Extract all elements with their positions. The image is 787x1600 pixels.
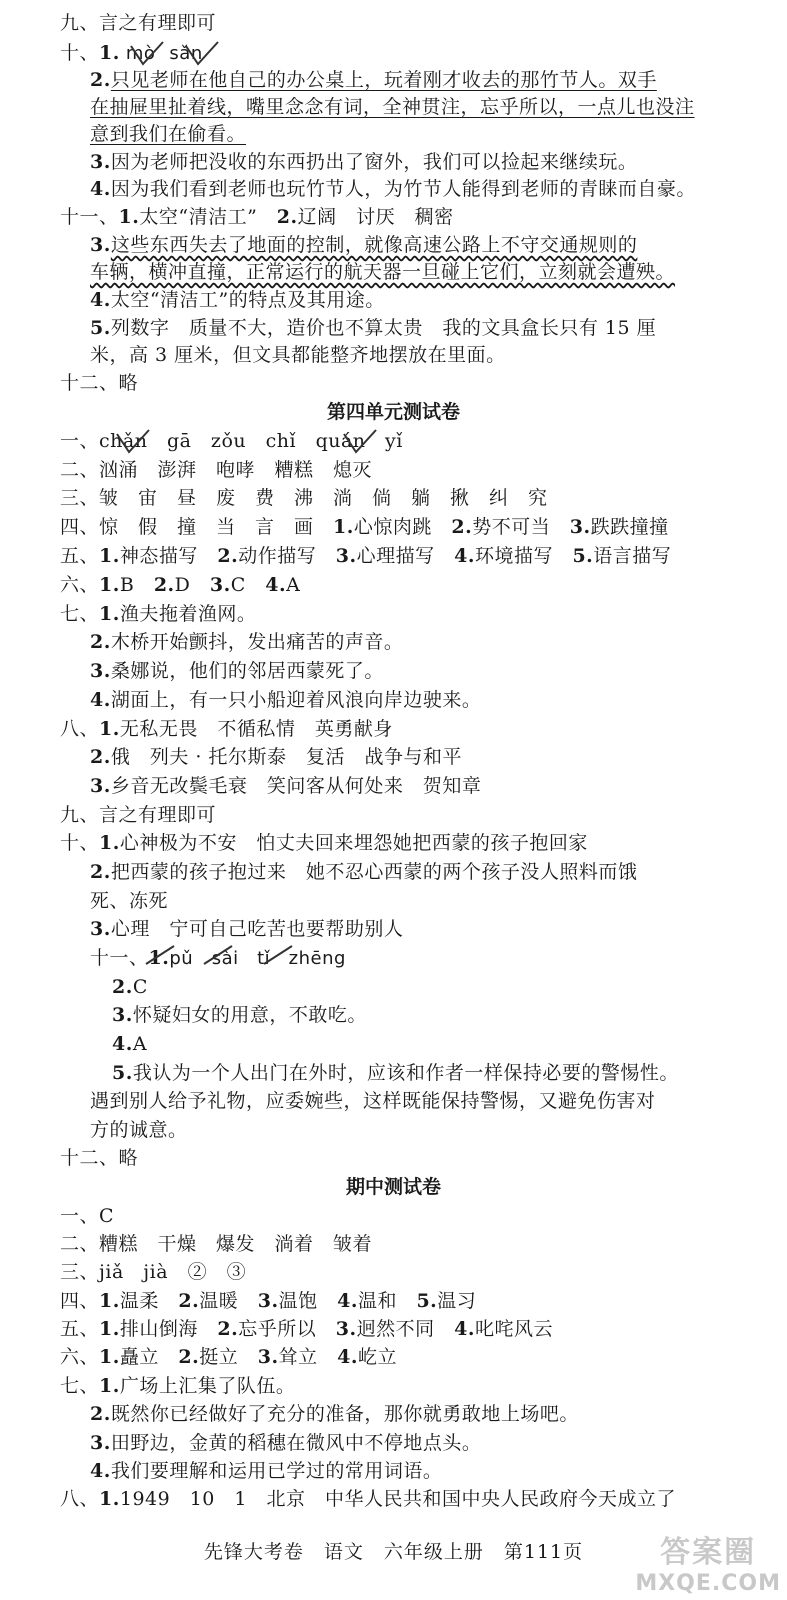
answer-text: 十一、: [60, 206, 119, 228]
answer-text: C: [230, 574, 266, 596]
answer-text: D: [174, 574, 210, 596]
item-number: 1.: [99, 1318, 120, 1340]
answer-text: 1949 10 1 北京 中华人民共和国中央人民政府今天成立了: [119, 1488, 676, 1510]
watermark-logo-text: 答案圈: [660, 1535, 757, 1570]
answer-text: 一、C: [60, 1205, 115, 1227]
item-number: 1.: [99, 718, 120, 740]
item-number: 2.: [451, 516, 473, 538]
item-number: 2.: [90, 69, 111, 91]
slash-mark-icon: [198, 942, 238, 970]
answer-text: 迥然不同: [356, 1318, 455, 1340]
answer-text: 二、糟糕 干燥 爆发 淌着 皱着: [60, 1233, 373, 1255]
answer-text: 温柔: [119, 1290, 179, 1312]
answer-line: [60, 1486, 676, 1512]
check-mark-icon: [182, 40, 222, 68]
answer-line: [90, 1458, 442, 1484]
answer-line: [60, 1259, 246, 1285]
item-number: 4.: [90, 689, 111, 711]
answer-line: [90, 1430, 481, 1456]
item-number: 2.: [217, 1318, 239, 1340]
item-number: 3.: [257, 1346, 279, 1368]
answer-text: 车辆，横冲直撞，正常运行的航天器一旦碰上它们，立刻就会遭殃。: [90, 261, 676, 283]
item-number: 2.: [90, 631, 111, 653]
answer-line: [90, 629, 403, 655]
answer-text: 温习: [437, 1290, 477, 1312]
answer-line: [60, 1344, 397, 1370]
item-number: 1.: [99, 42, 120, 64]
answer-text: 俄 列夫 · 托尔斯泰 复活 战争与和平: [110, 746, 462, 768]
answer-text: 五、: [60, 545, 100, 567]
answer-text: 这些东西失去了地面的控制，就像高速公路上不守交通规则的: [110, 234, 638, 256]
item-number: 1.: [99, 574, 120, 596]
answer-text: 七、: [60, 1375, 100, 1397]
answer-text: sǎn: [169, 43, 203, 64]
answer-text: 死、冻死: [90, 890, 169, 912]
answer-line: [112, 1031, 147, 1057]
answer-text: 只见老师在他自己的办公桌上，玩着刚才收去的那竹节人。双手: [110, 69, 657, 91]
answer-text: C: [132, 976, 148, 998]
answer-line: [60, 1316, 553, 1342]
item-number: 3.: [90, 660, 111, 682]
item-number: 2.: [178, 1346, 200, 1368]
item-number: 3.: [335, 1318, 357, 1340]
answer-text: 湖面上，有一只小船迎着风浪向岸边驶来。: [110, 689, 482, 711]
answer-line: [60, 204, 454, 230]
item-number: 4.: [90, 178, 111, 200]
answer-line: [90, 859, 637, 885]
check-mark-icon: [340, 428, 380, 456]
answer-line: [60, 514, 669, 540]
answer-text: 十、: [60, 832, 100, 854]
item-number: 2.: [153, 574, 175, 596]
answer-line: [90, 121, 246, 147]
item-number: 4.: [90, 289, 111, 311]
answer-text: 十二、略: [60, 372, 139, 394]
answer-text: 七、: [60, 603, 100, 625]
answer-text: 辽阔 讨厌 稠密: [297, 206, 454, 228]
answer-text: 势不可当: [472, 516, 570, 538]
answer-text: 八、: [60, 718, 100, 740]
answer-text: 太空“清洁工”: [139, 206, 277, 228]
item-number: 1.: [118, 206, 140, 228]
answer-text: pǔ sài tǐ zhēng: [169, 948, 346, 969]
answer-text: 太空“清洁工”的特点及其用途。: [110, 289, 385, 311]
answer-text: 心神极为不安 怕丈夫回来埋怨她把西蒙的孩子抱回家: [119, 832, 588, 854]
answer-line: [90, 888, 168, 914]
answer-line: [90, 149, 637, 175]
item-number: 4.: [337, 1346, 358, 1368]
item-number: 3.: [112, 1004, 133, 1026]
answer-text: 既然你已经做好了充分的准备，那你就勇敢地上场吧。: [110, 1403, 579, 1425]
answer-line: [90, 259, 675, 285]
answer-line: [60, 830, 588, 856]
answer-text: 方的诚意。: [90, 1119, 188, 1141]
item-number: 2.: [90, 861, 111, 883]
answer-text: 我认为一个人出门在外时，应该和作者一样保持必要的警惕性。: [132, 1062, 679, 1084]
answer-line: [90, 94, 695, 120]
item-number: 2.: [276, 206, 298, 228]
answer-text: 乡音无改鬓毛衰 笑问客从何处来 贺知章: [110, 775, 482, 797]
watermark: [635, 1527, 781, 1596]
item-number: 1.: [333, 516, 354, 538]
answer-text: 十一、: [90, 947, 149, 969]
answer-text: 耸立: [278, 1346, 338, 1368]
answer-text: 十、: [60, 42, 100, 64]
answer-text: 十二、略: [60, 1147, 139, 1169]
answer-line: [60, 457, 372, 483]
answer-text: 我们要理解和运用已学过的常用词语。: [110, 1460, 443, 1482]
item-number: 1.: [99, 603, 120, 625]
answer-text: 三、皱 宙 昼 废 费 沸 淌 倘 躺 揪 纠 究: [60, 487, 548, 509]
answer-line: [90, 287, 385, 313]
item-number: 1.: [99, 1346, 120, 1368]
item-number: 1.: [99, 1488, 120, 1510]
answer-text: 木桥开始颤抖，发出痛苦的声音。: [110, 631, 404, 653]
item-number: 5.: [112, 1062, 133, 1084]
answer-text: 怀疑妇女的用意，不敢吃。: [132, 1004, 367, 1026]
item-number: 3.: [90, 1432, 111, 1454]
answer-line: [60, 1288, 476, 1314]
item-number: 3.: [90, 234, 111, 256]
item-number: 1.: [99, 545, 120, 567]
item-number: 1.: [99, 1290, 120, 1312]
item-number: 3.: [335, 545, 357, 567]
answer-line: [60, 716, 393, 742]
answer-text: 因为老师把没收的东西扔出了窗外，我们可以捡起来继续玩。: [110, 151, 638, 173]
answer-line: [60, 802, 216, 828]
answer-line: [90, 232, 637, 258]
answer-line: [90, 342, 506, 368]
section-heading: 第四单元测试卷: [326, 401, 460, 423]
answer-line: [90, 1401, 579, 1427]
answer-text: 二、汹涌 澎湃 咆哮 糟糕 熄灭: [60, 459, 373, 481]
answer-line: [60, 543, 671, 569]
item-number: 3.: [90, 151, 111, 173]
answer-text: 四、惊 假 撞 当 言 画: [60, 516, 334, 538]
answer-text: 把西蒙的孩子抱过来 她不忍心西蒙的两个孩子没人照料而饿: [110, 861, 638, 883]
check-mark-icon: [113, 428, 153, 456]
answer-line: [60, 1373, 295, 1399]
answer-line: [90, 176, 696, 202]
answer-line: [90, 315, 656, 341]
answer-text: 因为我们看到老师也玩竹节人，为竹节人能得到老师的青睐而自豪。: [110, 178, 696, 200]
answer-text: 九、言之有理即可: [60, 804, 217, 826]
section-heading: 期中测试卷: [345, 1176, 441, 1198]
answer-text: 意到我们在偷看。: [90, 123, 247, 145]
answer-line: [90, 744, 462, 770]
slash-mark-icon: [258, 942, 298, 970]
answer-text: 田野边，金黄的稻穗在微风中不停地点头。: [110, 1432, 482, 1454]
answer-text: 心理 宁可自己吃苦也要帮助别人: [110, 918, 404, 940]
answer-text: 忘乎所以: [238, 1318, 336, 1340]
item-number: 2.: [112, 976, 133, 998]
answer-text: 语言描写: [593, 545, 672, 567]
answer-text: 五、: [60, 1318, 100, 1340]
answer-line: [90, 1117, 188, 1143]
answer-line: [90, 916, 403, 942]
answer-text: 六、: [60, 1346, 100, 1368]
answer-text: 心惊肉跳: [353, 516, 452, 538]
answer-text: 屹立: [357, 1346, 397, 1368]
item-number: 5.: [90, 317, 111, 339]
item-number: 5.: [416, 1290, 438, 1312]
answer-text: 米，高 3 厘米，但文具都能整齐地摆放在里面。: [90, 344, 506, 366]
answer-text: A: [132, 1033, 148, 1055]
answer-text: B: [119, 574, 154, 596]
answer-text: 温暖: [199, 1290, 258, 1312]
answer-text: 八、: [60, 1488, 100, 1510]
answer-text: 渔夫拖着渔网。: [119, 603, 257, 625]
item-number: 2.: [90, 1403, 111, 1425]
answer-text: 动作描写: [238, 545, 336, 567]
answer-text: 桑娜说，他们的邻居西蒙死了。: [110, 660, 384, 682]
item-number: 1.: [99, 832, 120, 854]
watermark-url: MXQE.COM: [635, 1571, 781, 1596]
answer-text: 矗立: [119, 1346, 179, 1368]
answer-line: [60, 370, 138, 396]
item-number: 1.: [99, 1375, 120, 1397]
item-number: 3.: [257, 1290, 279, 1312]
answer-line: [60, 1203, 114, 1229]
answer-text: 列数字 质量不大，造价也不算太贵 我的文具盒长只有 15 厘: [110, 317, 657, 339]
item-number: 5.: [572, 545, 594, 567]
page-footer: 先锋大考卷 语文 六年级上册 第111页: [203, 1541, 584, 1563]
answer-line: [90, 67, 657, 93]
answer-text: 排山倒海: [119, 1318, 218, 1340]
item-number: 2.: [178, 1290, 200, 1312]
answer-line: [60, 485, 548, 511]
answer-line: [60, 572, 300, 598]
answer-text: 温和: [357, 1290, 417, 1312]
check-mark-icon: [127, 40, 167, 68]
answer-line: [112, 974, 148, 1000]
item-number: 2.: [217, 545, 239, 567]
item-number: 4.: [337, 1290, 358, 1312]
slash-mark-icon: [140, 942, 180, 970]
item-number: 3.: [209, 574, 231, 596]
answer-text: 三、jiǎ jià ② ③: [60, 1261, 247, 1283]
answer-text: 遇到别人给予礼物，应委婉些，这样既能保持警惕，又避免伤害对: [90, 1090, 656, 1112]
answer-text: 六、: [60, 574, 100, 596]
answer-text: 跌跌撞撞: [590, 516, 669, 538]
item-number: 4.: [112, 1033, 133, 1055]
answer-text: 温饱: [278, 1290, 338, 1312]
answer-text: 广场上汇集了队伍。: [119, 1375, 296, 1397]
answer-text: 在抽屉里扯着线，嘴里念念有词，全神贯注，忘乎所以，一点儿也没注: [90, 96, 695, 118]
answer-line: [90, 1088, 656, 1114]
item-number: 2.: [90, 746, 111, 768]
answer-text: 九、言之有理即可: [60, 12, 217, 34]
item-number: 3.: [569, 516, 591, 538]
answer-line: [60, 1145, 138, 1171]
answer-line: [60, 601, 256, 627]
item-number: 4.: [454, 1318, 475, 1340]
answer-line: [112, 1002, 367, 1028]
item-number: 3.: [90, 775, 111, 797]
item-number: 3.: [90, 918, 111, 940]
answer-line: [60, 1231, 372, 1257]
answer-text: mò: [125, 43, 156, 64]
answer-text: 四、: [60, 1290, 100, 1312]
answer-text: 神态描写: [119, 545, 218, 567]
answer-text: 叱咤风云: [474, 1318, 553, 1340]
answer-text: 环境描写: [474, 545, 573, 567]
answer-line: [60, 10, 216, 36]
answer-line: [90, 773, 481, 799]
item-number: 4.: [90, 1460, 111, 1482]
item-number: 1.: [148, 947, 170, 969]
item-number: 4.: [454, 545, 475, 567]
item-number: 4.: [265, 574, 287, 596]
answer-line: [90, 687, 481, 713]
answer-text: 无私无畏 不循私情 英勇献身: [119, 718, 393, 740]
answer-text: 挺立: [199, 1346, 258, 1368]
answer-text: A: [286, 574, 301, 596]
answer-line: [112, 1060, 679, 1086]
answer-line: [90, 658, 384, 684]
answer-text: 心理描写: [356, 545, 455, 567]
answer-text: 一、chǎn gā zǒu chǐ quán yǐ: [60, 430, 403, 452]
